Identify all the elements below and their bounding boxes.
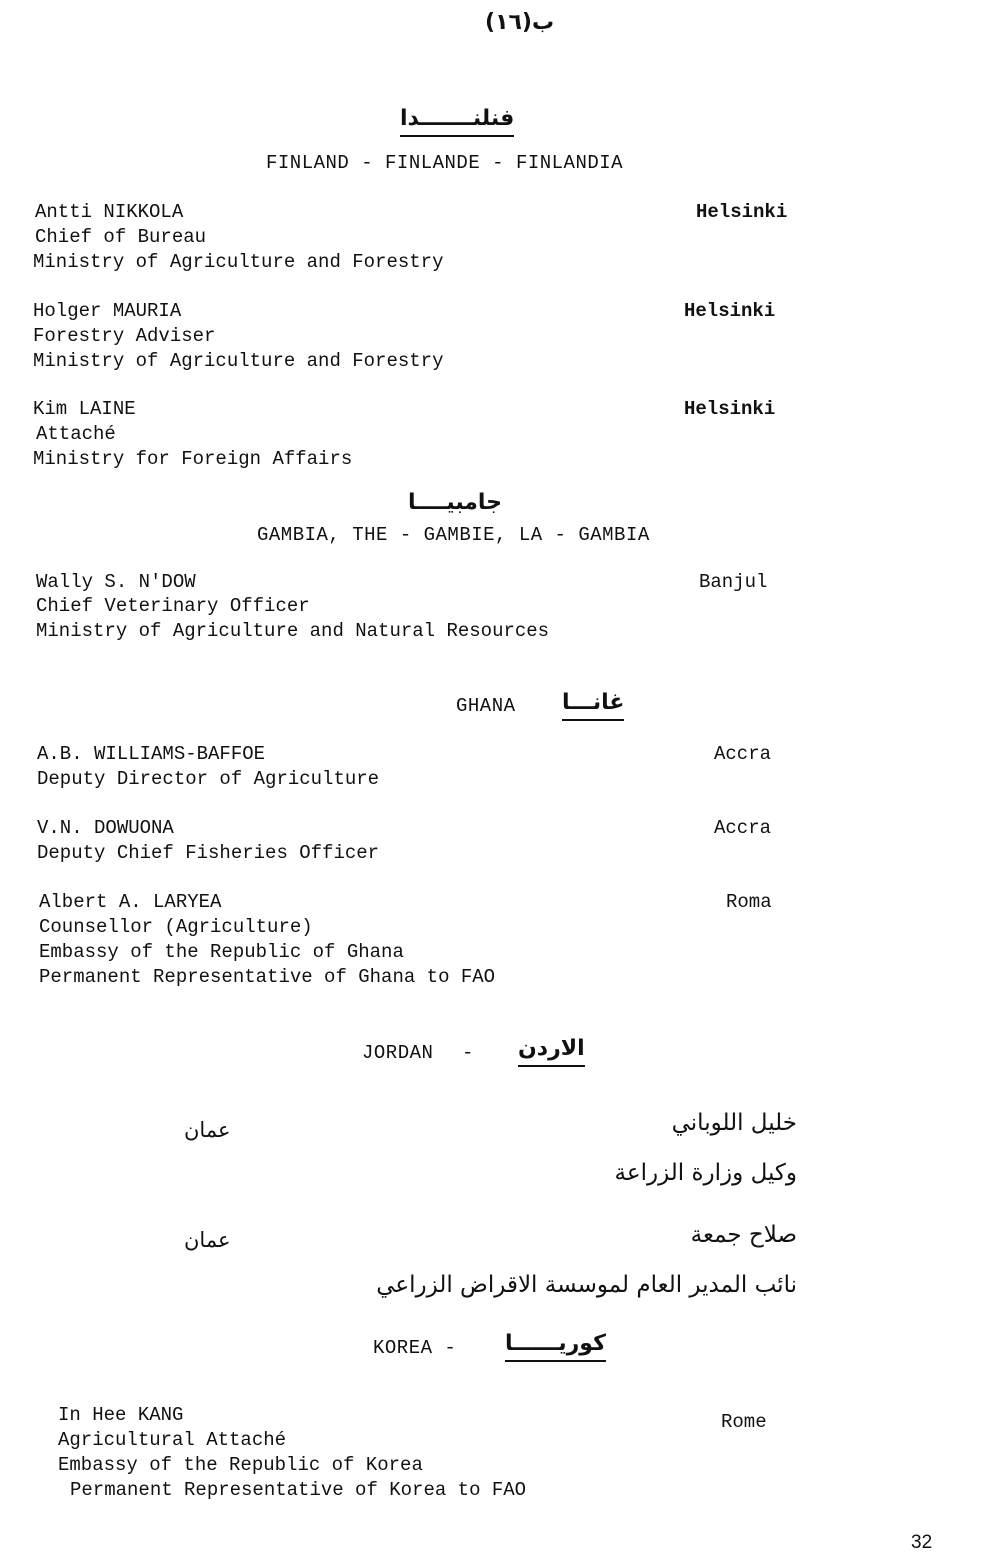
delegate-city: Banjul <box>699 571 768 593</box>
delegate-organization: Ministry of Agriculture and Natural Resources <box>36 620 550 642</box>
heading-dash: - <box>462 1042 474 1064</box>
country-heading: FINLAND - FINLANDE - FINLANDIA <box>266 152 624 174</box>
country-arabic-name: كوريــــــا <box>505 1331 606 1362</box>
country-heading: JORDAN <box>362 1042 434 1064</box>
delegate-title: وكيل وزارة الزراعة <box>614 1160 797 1186</box>
delegate-city: عمان <box>184 1118 231 1142</box>
country-heading: KOREA - <box>373 1337 457 1359</box>
delegate-name: Wally S. N'DOW <box>36 571 196 593</box>
delegate-name: Holger MAURIA <box>33 300 182 322</box>
delegate-organization: Permanent Representative of Korea to FAO <box>70 1479 527 1501</box>
delegate-title: Forestry Adviser <box>33 325 216 347</box>
delegate-name: صلاح جمعة <box>690 1222 797 1248</box>
delegate-name: Albert A. LARYEA <box>39 891 222 913</box>
delegate-city: Helsinki <box>684 398 776 420</box>
delegate-city: Helsinki <box>684 300 776 322</box>
delegate-name: A.B. WILLIAMS-BAFFOE <box>37 743 266 765</box>
country-heading: GAMBIA, THE - GAMBIE, LA - GAMBIA <box>257 524 650 546</box>
delegate-city: Accra <box>714 817 772 839</box>
delegate-organization: Embassy of the Republic of Ghana <box>39 941 404 963</box>
delegate-name: Kim LAINE <box>33 398 136 420</box>
delegate-city: Accra <box>714 743 772 765</box>
country-arabic-name: الاردن <box>518 1036 585 1067</box>
country-arabic-name: جامبيــــا <box>408 490 503 515</box>
country-heading: GHANA <box>456 695 516 717</box>
delegate-title: Deputy Chief Fisheries Officer <box>37 842 380 864</box>
delegate-name: خليل اللوباني <box>671 1110 797 1136</box>
delegate-name: In Hee KANG <box>58 1404 184 1426</box>
delegate-organization: Ministry of Agriculture and Forestry <box>33 251 444 273</box>
country-arabic-name: غانـــا <box>562 690 624 721</box>
delegate-title: Chief of Bureau <box>35 226 207 248</box>
delegate-city: عمان <box>184 1228 231 1252</box>
delegate-city: Roma <box>726 891 772 913</box>
delegate-title: Attaché <box>36 423 116 445</box>
delegate-title: Agricultural Attaché <box>58 1429 287 1451</box>
delegate-name: Antti NIKKOLA <box>35 201 184 223</box>
country-arabic-name: فنلنـــــــدا <box>400 106 514 137</box>
page-number: 32 <box>911 1532 933 1553</box>
delegate-organization: Permanent Representative of Ghana to FAO <box>39 966 496 988</box>
delegate-city: Rome <box>721 1411 767 1433</box>
delegate-city: Helsinki <box>696 201 788 223</box>
delegate-organization: Ministry of Agriculture and Forestry <box>33 350 444 372</box>
page-label: ب(١٦) <box>485 10 555 35</box>
delegate-organization: Ministry for Foreign Affairs <box>33 448 353 470</box>
delegate-title: Chief Veterinary Officer <box>36 595 310 617</box>
delegate-title: Counsellor (Agriculture) <box>39 916 313 938</box>
delegate-title: Deputy Director of Agriculture <box>37 768 380 790</box>
delegate-title: نائب المدير العام لموسسة الاقراض الزراعي <box>376 1272 797 1298</box>
delegate-name: V.N. DOWUONA <box>37 817 174 839</box>
delegate-organization: Embassy of the Republic of Korea <box>58 1454 423 1476</box>
